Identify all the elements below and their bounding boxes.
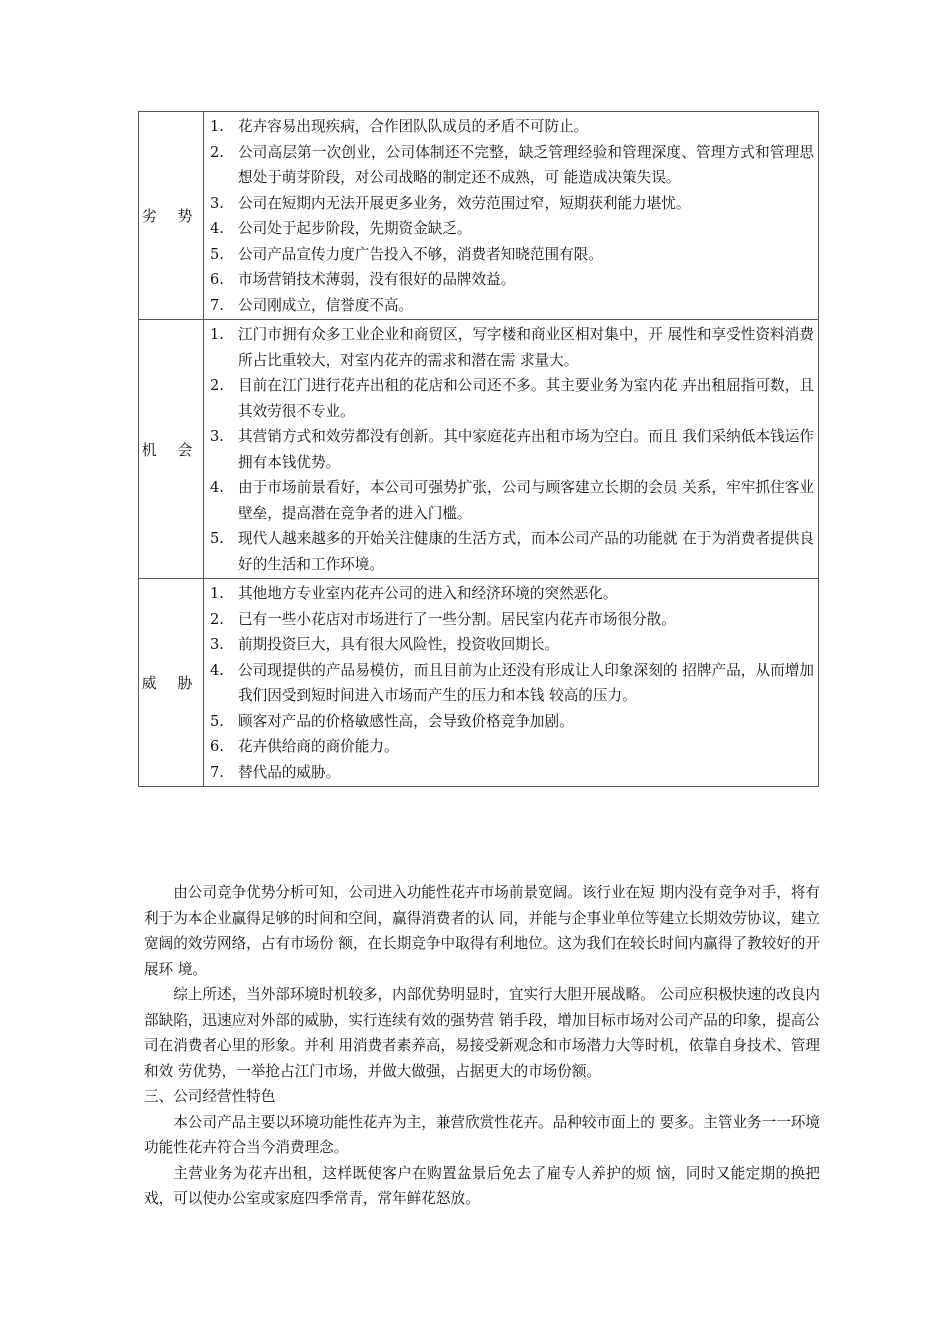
body-text: [144, 880, 820, 1212]
item-number: 1.: [210, 326, 224, 343]
item-number: 5.: [210, 245, 224, 263]
item-text: 公司处于起步阶段，先期资金缺乏。: [238, 220, 472, 237]
list-item: [210, 632, 814, 658]
item-text: 公司产品宣传力度广告投入不够，消费者知晓范围有限。: [238, 245, 603, 263]
item-text: 江门市拥有众多工业企业和商贸区，写字楼和商业区相对集中，开 展性和享受性资料消费所占比重较大，对室内花卉的需求和潜在需 求量大。: [238, 326, 814, 369]
item-text: 花卉供给商的商价能力。: [238, 738, 399, 755]
list-item: [210, 581, 814, 607]
item-text: 公司高层第一次创业，公司体制还不完整，缺乏管理经验和管理深度、管理方式和管理思想处于萌芽阶段，对公司战略的制定还不成熟，可 能造成决策失误。: [238, 143, 814, 186]
item-number: 2.: [210, 610, 224, 628]
item-number: 5.: [210, 530, 224, 547]
swot-table: [138, 111, 819, 787]
item-number: 3.: [210, 428, 224, 445]
list-item: [210, 216, 814, 242]
item-number: 4.: [210, 479, 224, 496]
item-text: 其营销方式和效劳都没有创新。其中家庭花卉出租市场为空白。而且 我们采纳低本钱运作拥有本钱优势。: [238, 428, 814, 471]
item-number: 1.: [210, 585, 224, 602]
item-number: 5.: [210, 712, 224, 730]
list-item: [210, 734, 814, 760]
item-number: 3.: [210, 636, 224, 653]
item-number: 4.: [210, 220, 224, 237]
list-item: [210, 424, 814, 475]
paragraph-strategy: 综上所述，当外部环境时机较多，内部优势明显时，宜实行大胆开展战略。 公司应积极快速的改良内部缺陷，迅速应对外部的威胁，实行连续有效的强势营 销手段，增加目标市场对公司产品的印象，提高公司在消费者心里的形象。并利 用消费者素养高，易接受新观念和市场潜力大等时机，依靠自身技术、管理和效 劳优势，一举抢占江门市场，并做大做强，占据更大的市场份额。: [144, 986, 820, 1080]
list-item: [210, 658, 814, 709]
item-number: 3.: [210, 194, 224, 212]
item-text: 花卉容易出现疾病，合作团队队成员的矛盾不可防止。: [238, 118, 589, 135]
list-item: [210, 475, 814, 526]
list-item: [210, 191, 814, 217]
item-number: 4.: [210, 661, 224, 679]
item-text: 其他地方专业室内花卉公司的进入和经济环境的突然恶化。: [238, 585, 618, 602]
list-item: [210, 607, 814, 633]
list-item: [210, 526, 814, 577]
list-item: [210, 114, 814, 140]
opportunity-label: 机 会: [139, 320, 204, 579]
item-text: 替代品的威胁。: [238, 763, 341, 781]
item-text: 目前在江门进行花卉出租的花店和公司还不多。其主要业务为室内花 卉出租屈指可数，且其效劳很不专业。: [238, 377, 814, 420]
list-item: [210, 140, 814, 191]
list-item: [210, 293, 814, 319]
item-number: 2.: [210, 377, 224, 394]
paragraph-products: 本公司产品主要以环境功能性花卉为主，兼营欣赏性花卉。品种较市面上的 要多。主管业务一一环境功能性花卉符合当今消费理念。: [144, 1113, 820, 1156]
weakness-row: [139, 112, 819, 320]
list-item: [210, 267, 814, 293]
weakness-list: [204, 112, 819, 320]
item-text: 已有一些小花店对市场进行了一些分割。居民室内花卉市场很分散。: [238, 610, 676, 628]
list-item: [210, 242, 814, 268]
weakness-label: 劣 势: [139, 112, 204, 320]
item-text: 前期投资巨大，具有很大风险性，投资收回期长。: [238, 636, 560, 653]
threat-list: [204, 579, 819, 787]
item-text: 公司刚成立，信誉度不高。: [238, 296, 414, 314]
paragraph-analysis: 由公司竞争优势分析可知，公司进入功能性花卉市场前景宽阔。该行业在短 期内没有竞争对手，将有利于为本企业赢得足够的时间和空间，赢得消费者的认 同，并能与企事业单位等建立长期效劳协议，建立宽阔的效劳网络，占有市场份 额，在长期竞争中取得有利地位。这为我们在较长时间内赢得了教较好的开展环 境。: [144, 884, 820, 978]
opportunity-row: [139, 320, 819, 579]
paragraph-business: 主营业务为花卉出租，这样既使客户在购置盆景后免去了雇专人养护的烦 恼，同时又能定期的换把戏，可以使办公室或家庭四季常青，常年鲜花怒放。: [144, 1164, 820, 1207]
item-number: 6.: [210, 271, 224, 288]
item-text: 市场营销技术薄弱，没有很好的品牌效益。: [238, 271, 516, 288]
item-text: 由于市场前景看好，本公司可强势扩张，公司与顾客建立长期的会员 关系，牢牢抓住客业壁垒，提高潜在竞争者的进入门槛。: [238, 479, 814, 522]
list-item: [210, 760, 814, 786]
list-item: [210, 709, 814, 735]
item-number: 2.: [210, 143, 224, 161]
item-text: 公司现提供的产品易模仿，而且目前为止还没有形成让人印象深刻的 招牌产品，从而增加我们因受到短时间进入市场而产生的压力和本钱 较高的压力。: [238, 661, 814, 704]
threat-label: 威 胁: [139, 579, 204, 787]
list-item: [210, 322, 814, 373]
item-number: 7.: [210, 296, 224, 314]
item-text: 顾客对产品的价格敏感性高，会导致价格竞争加剧。: [238, 712, 574, 730]
item-number: 1.: [210, 118, 224, 135]
item-text: 公司在短期内无法开展更多业务，效劳范围过窄，短期获利能力堪忧。: [238, 194, 691, 212]
list-item: [210, 373, 814, 424]
item-number: 7.: [210, 763, 224, 781]
item-text: 现代人越来越多的开始关注健康的生活方式，而本公司产品的功能就 在于为消费者提供良好的生活和工作环境。: [238, 530, 814, 573]
section-heading: 三、公司经营性特色: [144, 1088, 276, 1105]
item-number: 6.: [210, 738, 224, 755]
threat-row: [139, 579, 819, 787]
opportunity-list: [204, 320, 819, 579]
